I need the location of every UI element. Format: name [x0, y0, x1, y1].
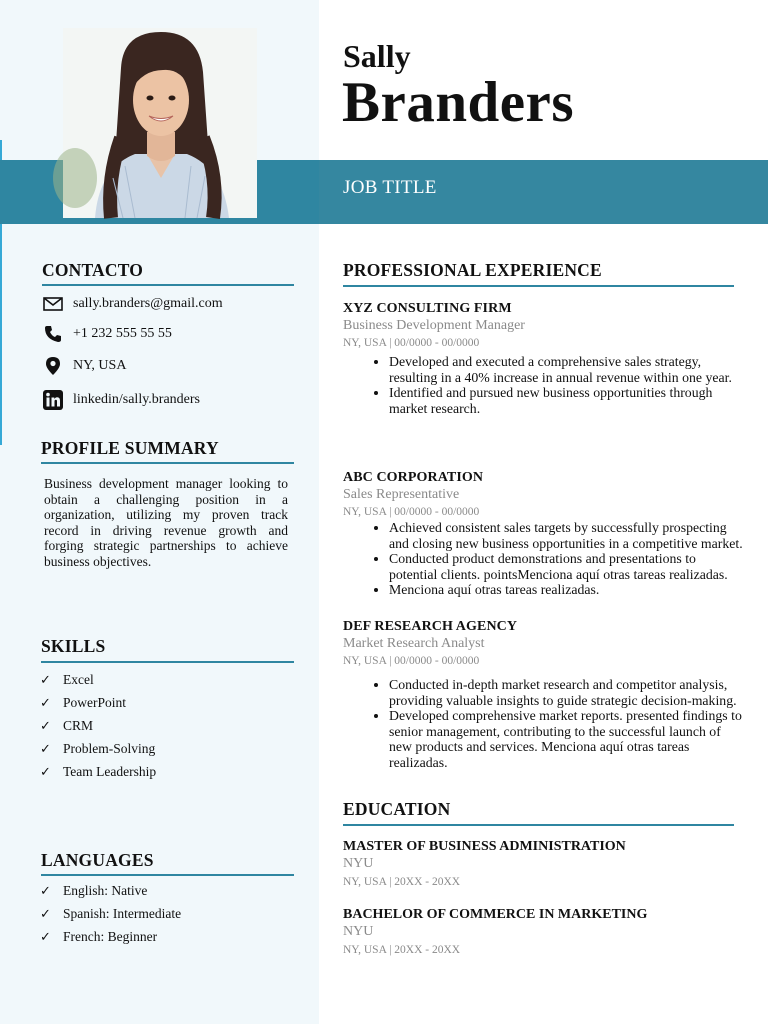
- phone-icon: [42, 324, 64, 344]
- contact-email[interactable]: [42, 294, 223, 314]
- checkmark-icon: ✓: [40, 694, 51, 710]
- checkmark-icon: ✓: [40, 905, 51, 921]
- linkedin-icon: [42, 390, 64, 410]
- profile-summary-text: Business development manager looking to obtain a challenging position in a organization, utilizing my proven track record in driving revenue growth and forging strategic partnerships to achieve business objectives.: [44, 476, 288, 569]
- experience-section-title: PROFESSIONAL EXPERIENCE: [343, 260, 602, 280]
- contact-phone-text: +1 232 555 55 55: [73, 326, 172, 341]
- list-item: [40, 738, 156, 761]
- skill-label: Problem-Solving: [63, 741, 156, 757]
- list-item: [40, 902, 181, 925]
- list-item: [40, 668, 156, 691]
- list-item: • Achieved consistent sales targets by successfully prospecting and closing new business opportunities in a competitive market.: [389, 520, 743, 551]
- list-item: [40, 714, 156, 737]
- company-name: XYZ CONSULTING FIRM: [343, 301, 512, 316]
- languages-list: [40, 879, 181, 949]
- job-entry-def: [343, 619, 743, 770]
- list-item: [40, 761, 156, 784]
- list-item: • Conducted product demonstrations and presentations to potential clients. pointsMenciona aquí otras tareas realizadas.: [389, 551, 743, 582]
- checkmark-icon: ✓: [40, 671, 51, 687]
- contact-location-text: NY, USA: [73, 358, 127, 373]
- school-name: NYU: [343, 856, 374, 871]
- job-role: Sales Representative: [343, 487, 460, 502]
- job-entry-abc: [343, 470, 743, 598]
- checkmark-icon: ✓: [40, 764, 51, 780]
- languages-section-title: LANGUAGES: [41, 850, 154, 870]
- list-item: • Developed and executed a comprehensive sales strategy, resulting in a 40% increase in annual revenue within one year.: [389, 354, 743, 385]
- job-dates: NY, USA | 00/0000 - 00/0000: [343, 655, 480, 667]
- education-dates: NY, USA | 20XX - 20XX: [343, 944, 461, 956]
- job-bullets: [343, 520, 743, 598]
- skill-label: Team Leadership: [63, 764, 157, 780]
- language-label: Spanish: Intermediate: [63, 905, 182, 921]
- contact-section-title: CONTACTO: [42, 260, 144, 280]
- checkmark-icon: ✓: [40, 717, 51, 733]
- location-pin-icon: [42, 356, 64, 376]
- job-dates: NY, USA | 00/0000 - 00/0000: [343, 337, 480, 349]
- list-item: [40, 879, 181, 902]
- experience-divider: [343, 285, 734, 287]
- job-dates: NY, USA | 00/0000 - 00/0000: [343, 506, 480, 518]
- company-name: DEF RESEARCH AGENCY: [343, 619, 518, 634]
- job-bullets: [343, 677, 743, 771]
- envelope-icon: [42, 294, 64, 314]
- skills-section-title: SKILLS: [41, 636, 106, 656]
- profile-section-title: PROFILE SUMMARY: [41, 438, 219, 458]
- contact-divider: [42, 284, 294, 286]
- job-role: Business Development Manager: [343, 318, 525, 333]
- checkmark-icon: ✓: [40, 741, 51, 757]
- first-name: Sally: [343, 38, 411, 74]
- list-item: • Developed comprehensive market reports. presented findings to senior management, contributing to the successful launch of new products and services. Menciona aquí otras tareas realizadas.: [389, 708, 743, 770]
- contact-phone[interactable]: [42, 324, 172, 344]
- portrait-illustration: [63, 28, 257, 218]
- skill-label: Excel: [63, 671, 94, 687]
- contact-linkedin[interactable]: [42, 390, 200, 410]
- checkmark-icon: ✓: [40, 882, 51, 898]
- education-entry-mba: [343, 839, 743, 888]
- contact-email-text: sally.branders@gmail.com: [73, 296, 223, 311]
- contact-location: [42, 356, 126, 376]
- checkmark-icon: ✓: [40, 928, 51, 944]
- education-dates: NY, USA | 20XX - 20XX: [343, 876, 461, 888]
- language-label: French: Beginner: [63, 928, 158, 944]
- degree-name: BACHELOR OF COMMERCE IN MARKETING: [343, 907, 648, 922]
- degree-name: MASTER OF BUSINESS ADMINISTRATION: [343, 839, 626, 854]
- profile-divider: [41, 462, 294, 464]
- profile-photo: [63, 28, 257, 218]
- education-section-title: EDUCATION: [343, 799, 451, 819]
- skill-label: CRM: [63, 717, 94, 733]
- education-divider: [343, 824, 734, 826]
- skill-label: PowerPoint: [63, 694, 127, 710]
- job-entry-xyz: [343, 301, 743, 416]
- education-entry-bcom: [343, 907, 743, 956]
- company-name: ABC CORPORATION: [343, 470, 484, 485]
- skills-divider: [41, 661, 294, 663]
- list-item: • Conducted in-depth market research and competitor analysis, providing valuable insights to guide strategic decision-making.: [389, 677, 743, 708]
- job-role: Market Research Analyst: [343, 636, 485, 651]
- last-name: Branders: [342, 71, 574, 134]
- languages-divider: [41, 874, 294, 876]
- language-label: English: Native: [63, 882, 148, 898]
- job-bullets: [343, 354, 743, 416]
- contact-linkedin-text: linkedin/sally.branders: [73, 392, 201, 407]
- school-name: NYU: [343, 924, 374, 939]
- list-item: [40, 925, 181, 948]
- list-item: [40, 691, 156, 714]
- skills-list: [40, 668, 156, 784]
- list-item: • Identified and pursued new business opportunities through market research.: [389, 385, 743, 416]
- list-item: • Menciona aquí otras tareas realizadas.: [389, 582, 743, 598]
- job-title: JOB TITLE: [343, 177, 437, 198]
